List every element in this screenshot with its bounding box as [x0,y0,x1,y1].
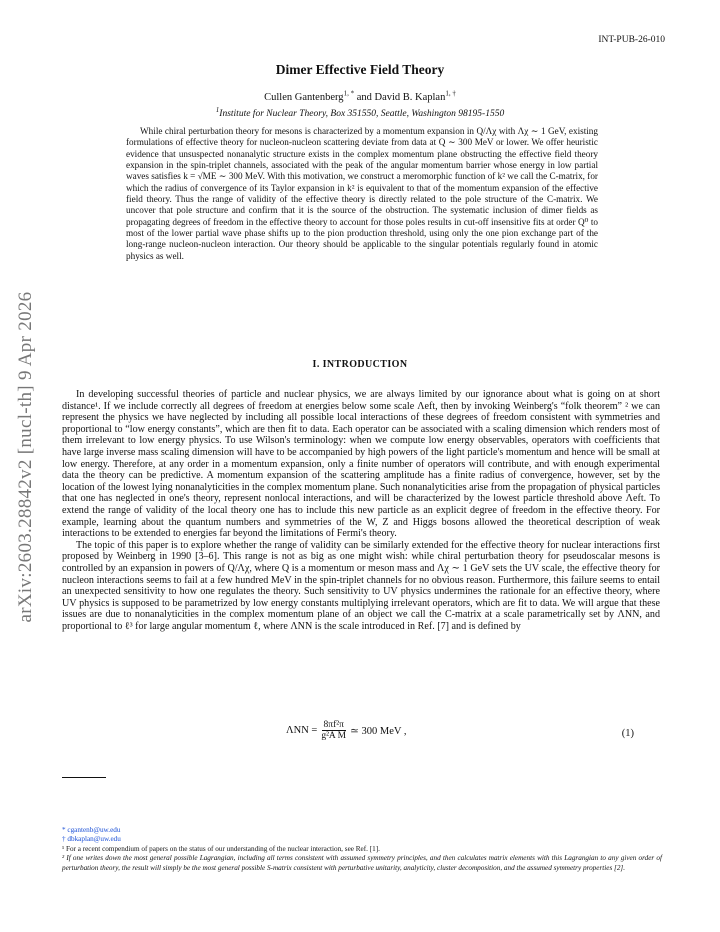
footnote-rule [62,777,106,778]
footnotes [62,826,662,873]
equation-denominator: g²A M [321,731,347,741]
footnote: ² If one writes down the most general possible Lagrangian, including all terms consistent with assumed symmetry principles, and then calculates matrix elements with this Lagrangian to any given order of perturbation theory, the result will simply be the most general possible S-matrix consistent with perturbative unitarity, analyticity, cluster decomposition, and the assumed symmetry properties [2]. [62,854,662,872]
equation-numerator: 8πf²π [323,720,344,730]
equation-lhs: ΛNN = [286,725,318,736]
equation-number: (1) [621,728,634,739]
equation-1 [0,720,720,756]
affiliation-text: Institute for Nuclear Theory, Box 351550, Seattle, Washington 98195-1550 [219,109,505,119]
arxiv-sidebar [6,257,46,657]
author-name: Cullen Gantenberg [264,92,344,103]
author-marks: 1, † [445,89,456,98]
author-line [0,89,720,103]
author-name: David B. Kaplan [374,92,446,103]
equation-rhs: ≃ 300 MeV , [350,725,407,737]
equation-fraction [321,720,346,741]
section-heading: I. INTRODUCTION [312,359,408,370]
affiliation [0,105,720,119]
author-conjunction: and [356,92,372,103]
paragraph: The topic of this paper is to explore whether the range of validity can be similarly extended for the effective theory for nuclear interactions first proposed by Weinberg in 1990 [3–6]. This range is not as big as one might wish: while chiral perturbation theory for pseudoscalar mesons is controlled by an expansion in powers of Q/Λχ, where Q is a momentum or meson mass and Λχ ∼ 1 GeV sets the UV scale, the effective theory for nucleon interactions seems to fail at a few hundred MeV in the spin-triplet channels for no obvious reason. Furthermore, this failure seems to entail an unexpected sensitivity to how one regulates the theory. Such sensitivity to UV physics undermines the rationale for an effective theory, where UV physics is supposed to be parametrized by low energy constants multiplying irrelevant operators, which are fit to data. We will argue that these issues are due to nonanalyticities in the complex momentum plane of an object we call the C-matrix at a scale parametrically set by ΛNN, and proportional to ℓ³ for large angular momentum ℓ, where ΛNN is the scale introduced in Ref. [7] and is defined by [62,539,660,632]
paper-title: Dimer Effective Field Theory [275,62,445,77]
footnote: ¹ For a recent compendium of papers on the status of our understanding of the nuclear interaction, see Ref. [1]. [62,844,380,853]
report-number: INT-PUB-26-010 [598,35,665,45]
footnote-email[interactable]: * cgantenb@uw.edu [62,826,121,834]
abstract [126,126,598,262]
affiliation-mark: 1 [215,105,220,114]
arxiv-identifier: arXiv:2603.28842v2 [nucl-th] 9 Apr 2026 [15,291,36,623]
paragraph: In developing successful theories of particle and nuclear physics, we are always limited by our ignorance about what is going on at short distance¹. If we include correctly all degrees of freedom at energies below some scale Λeft, then by invoking Weinberg's “folk theorem” ² we can represent the physics we have neglected by including all possible local interactions of these degrees of freedom consistent with symmetries and proportional to “low energy constants”, which are then fit to data. Each operator can be associated with a scaling dimension which renders most of them irrelevant to low energy physics. To use Wilson's terminology: when we compute low energy observables, operators with coefficients that have large inverse mass scaling dimension will have to be accompanied by high powers of the light particle's momentum and hence will be small at low energy. Therefore, at any order in a momentum expansion, only a finite number of operators will contribute, and with enough experimental data the theory can be predictive. A momentum expansion of the scattering amplitude has a finite radius of convergence, however, set by the location of the lowest lying nonanalyticities in the complex momentum plane. Such nonanalyticities arise from the propagation of physical particles that one has neglected in one's theory, represent nonlocal interactions, and will be characterized by the lowest particle threshold above Λeft. To extend the range of validity of the local theory one has to include this new particle as an explicit degree of freedom in the effective theory. For example, learning about the quantum numbers and symmetries of the W, Z and Higgs bosons allowed the theoretical description of weak interactions to be extended to energies far beyond the limitations of Fermi's theory. [62,389,660,540]
introduction-body [62,389,660,632]
abstract-text: While chiral perturbation theory for mesons is characterized by a momentum expansion in Q/Λχ with Λχ ∼ 1 GeV, existing formulations of effective theory for nucleon-nucleon scattering deviate from data at Q ∼ 300 MeV or lower. We offer heuristic evidence that unsuspected nonanalytic structure exists in the complex momentum plane obstructing the effective field theory expansion in the spin-triplet channels, associated with the peak of the angular momentum barrier whose energy in low partial waves satisfies k = √ME ∼ 300 MeV. With this motivation, we construct a meromorphic function of k² we call the C-matrix, for which the radius of convergence of its Taylor expansion in k² is equivalent to that of the momentum expansion of the effective field theory. Thus the range of validity of the effective theory is directly related to the pole structure of the C-matrix. We uncover that pole structure and confirm that it is the source of the obstruction. The systematic inclusion of dimer fields as propagating degrees of freedom in the effective theory to account for those poles results in cut-off insensitive fits at order Q⁰ to most of the lower partial wave phase shifts up to the pion production threshold, using only the one pion exchange part of the long-range nucleon-nucleon interaction. Our theory should be applicable to the singular potentials regularly found in atomic physics as well. [126,126,598,261]
footnote-email[interactable]: † dbkaplan@uw.edu [62,835,121,844]
author-marks: 1, * [343,89,355,98]
